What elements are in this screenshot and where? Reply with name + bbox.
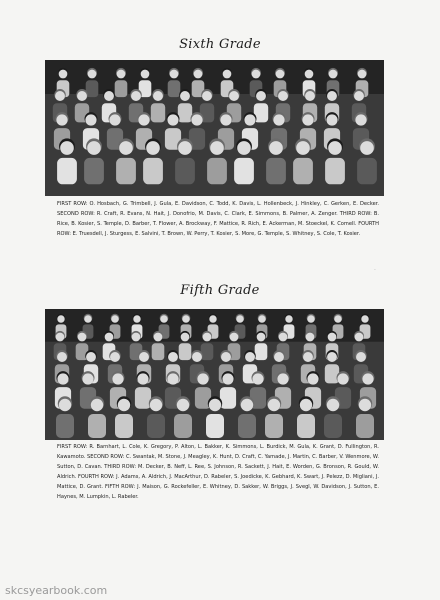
page-speck: · xyxy=(374,267,376,274)
site-watermark: skcsyearbook.com xyxy=(5,584,108,597)
fifth-grade-title: Fifth Grade xyxy=(180,283,260,298)
fifth-grade-class-photo xyxy=(45,309,384,440)
fifth-grade-caption: FIRST ROW: R. Barnhart, L. Cole, K. Gregory, P. Alton, L. Bakker, K. Simmons, L. Burdick, M. Gula, K. Grant, D. Fullington, R. Kawamoto. SECOND ROW: C. Swantak, M. Stone, J. Meagley, K. Hunt, D. Craft, C. Yamade, J. Martin, C. Barber, V. Wenmore, W. Sutton, D. Cavan. THIRD ROW: M. Decker, B. Neff, L. Ree, S. Johnson, R. Sackett, J. Hait, E. Worden, G. Bronson, R. Gould, W. Aldrich. FOURTH ROW: J. Adams, A. Aldrich, J. MacArthur, D. Rabeler, S. Joedicke, K. Gebhard, K. Swart, J. Pelezz, D. Migliani, J. Mattice, D. Grant. FIFTH ROW: J. Maison, G. Rockefeller, E. Whitney, D. Sakker, W. Briggs, J. Svegl, W. Davidson, J. Sutton, E. Haynes, M. Lumpkin, L. Rabeler. xyxy=(57,444,379,500)
sixth-grade-class-photo xyxy=(45,60,384,196)
sixth-grade-caption: FIRST ROW: O. Hosbach, G. Trimbell, J. Gula, E. Davidson, C. Todd, K. Davis, L. Hollenbeck, J. Hinkley, C. Gerken, E. Decker. SECOND ROW: R. Craft, R. Evans, N. Hait, J. Donofrio, M. Davis, C. Clark, E. Simmons, B. Palmer, A. Zenger. THIRD ROW: B. Rice, B. Kosier, S. Temple, D. Barber, T. Flower, A. Brockway, F. Mattice, R. Rich, E. Ackerman, M. Stoeckel, K. Comell. FOURTH ROW: E. Truesdell, J. Sturgess, E. Salvini, T. Brown, W. Perry, T. Kosier, S. More, G. Temple, S. Whitney, S. Cole, T. Kosier. xyxy=(57,201,379,237)
sixth-grade-title: Sixth Grade xyxy=(179,37,261,52)
